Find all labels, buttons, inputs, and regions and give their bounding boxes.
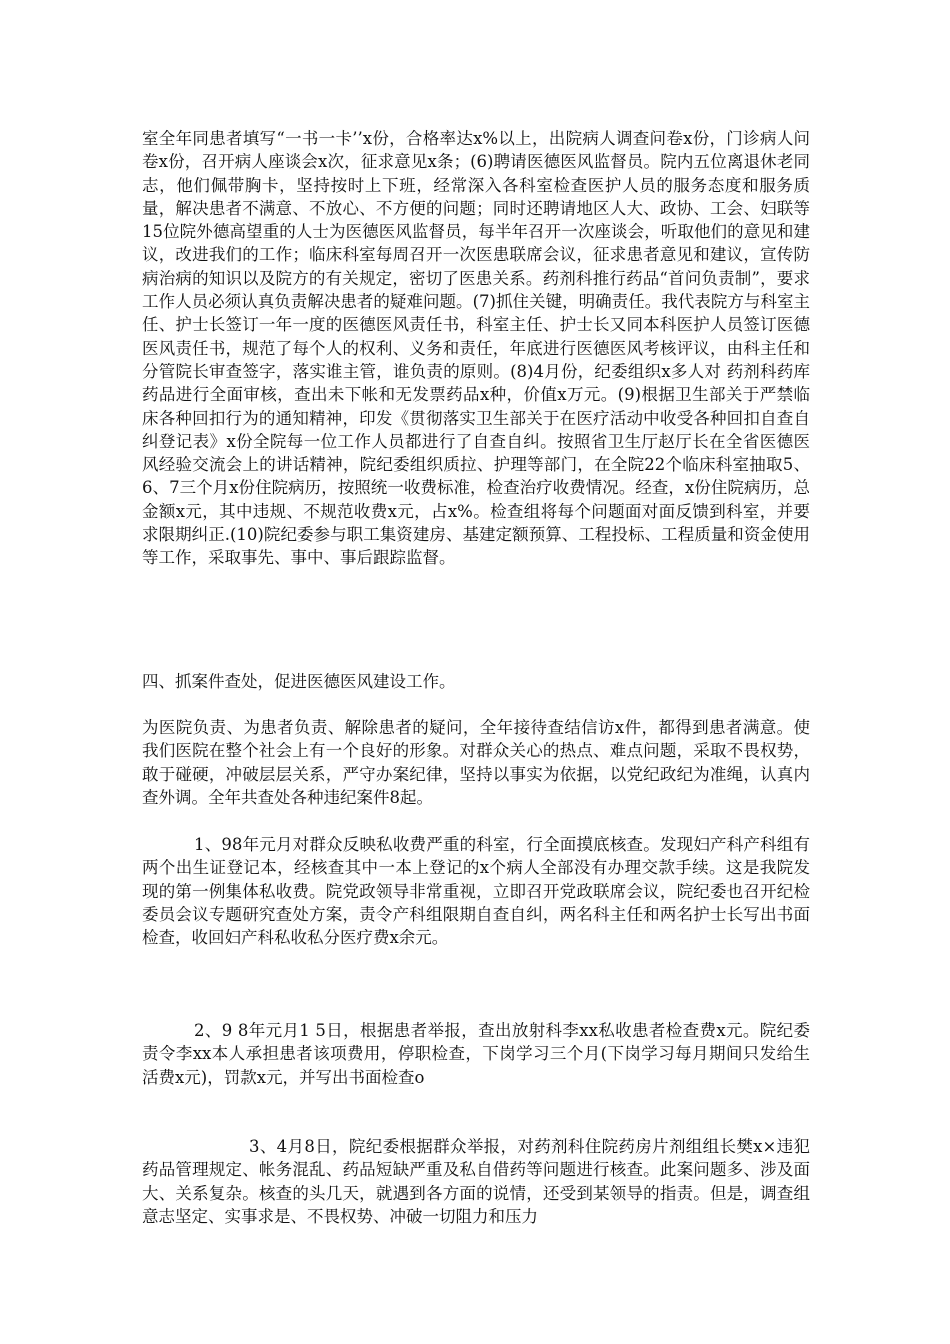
paragraph-section-intro: 为医院负责、为患者负责、解除患者的疑问，全年接待查结信访x件，都得到患者满意。使我们医院在整个社会上有一个良好的形象。对群众关心的热点、难点问题，采取不畏权势，敢于碰硬，冲破层层关系，严守办案纪律，坚持以事实为依据，以党纪政纪为准绳，认真内查外调。全年共查处各种违纪案件8起。	[142, 718, 810, 807]
section-heading: 四、抓案件查处，促进医德医风建设工作。	[142, 672, 456, 691]
paragraph-case-1: 1、98年元月对群众反映私收费严重的科室，行全面摸底核查。发现妇产科产科组有两个出生证登记本，经核查其中一本上登记的x个病人全部没有办理交款手续。这是我院发现的第一例集体私收费。院党政领导非常重视，立即召开党政联席会议，院纪委也召开纪检委员会议专题研究查处方案，责令产科组限期自查自纠，两名科主任和两名护士长写出书面检查，收回妇产科私收私分医疗费x余元。	[142, 835, 810, 948]
paragraph-case-2: 2、9 8年元月1 5日，根据患者举报，查出放射科李xx私收患者检查费x元。院纪委责令李xx本人承担患者该项费用，停职检查，下岗学习三个月(下岗学习每月期间只发给生活费x元)，罚款x元，并写出书面检查o	[142, 1021, 810, 1087]
paragraph-continued: 室全年同患者填写“一书一卡’’x份，合格率达x%以上，出院病人调查问卷x份，门诊病人问卷x份，召开病人座谈会x次，征求意见x条；(6)聘请医德医风监督员。院内五位离退休老同志，他们佩带胸卡，坚持按时上下班，经常深入各科室检查医护人员的服务态度和服务质量，解决患者不满意、不放心、不方便的问题；同时还聘请地区人大、政协、工会、妇联等15位院外德高望重的人士为医德医风监督员，每半年召开一次座谈会，听取他们的意见和建议，改进我们的工作；临床科室每周召开一次医患联席会议，征求患者意见和建议，宣传防病治病的知识以及院方的有关规定，密切了医患关系。药剂科推行药品“首问负责制”，要求工作人员必须认真负责解决患者的疑难问题。(7)抓住关键，明确责任。我代表院方与科室主任、护士长签订一年一度的医德医风责任书，科室主任、护士长又同本科医护人员签订医德医风责任书，规范了每个人的权利、义务和责任，年底进行医德医风考核评议，由科主任和分管院长审查签字，落实谁主管，谁负责的原则。(8)4月份，纪委组织x多人对 药剂科药库药品进行全面审核，查出未下帐和无发票药品x种，价值x万元。(9)根据卫生部关于严禁临床各种回扣行为的通知精神，印发《贯彻落实卫生部关于在医疗活动中收受各种回扣自查自纠登记表》x份全院每一位工作人员都进行了自查自纠。按照省卫生厅赵厅长在全省医德医风经验交流会上的讲话精神，院纪委组织质拉、护理等部门，在全院22个临床科室抽取5、6、7三个月x份住院病历，按照统一收费标准，检查治疗收费情况。经查，x份住院病历，总金额x元，其中违规、不规范收费x元，占x%。检查组将每个问题面对面反馈到科室，并要求限期纠正.(10)院纪委参与职工集资建房、基建定额预算、工程投标、工程质量和资金使用等工作，采取事先、事中、事后跟踪监督。	[142, 129, 810, 568]
paragraph-case-3: 3、4月8日，院纪委根据群众举报，对药剂科住院药房片剂组组长樊x×违犯药品管理规定、帐务混乱、药品短缺严重及私自借药等问题进行核查。此案问题多、涉及面大、关系复杂。核查的头几天，就遇到各方面的说情，还受到某领导的指责。但是，调查组意志坚定、实事求是、不畏权势、冲破一切阻力和压力	[142, 1137, 810, 1226]
